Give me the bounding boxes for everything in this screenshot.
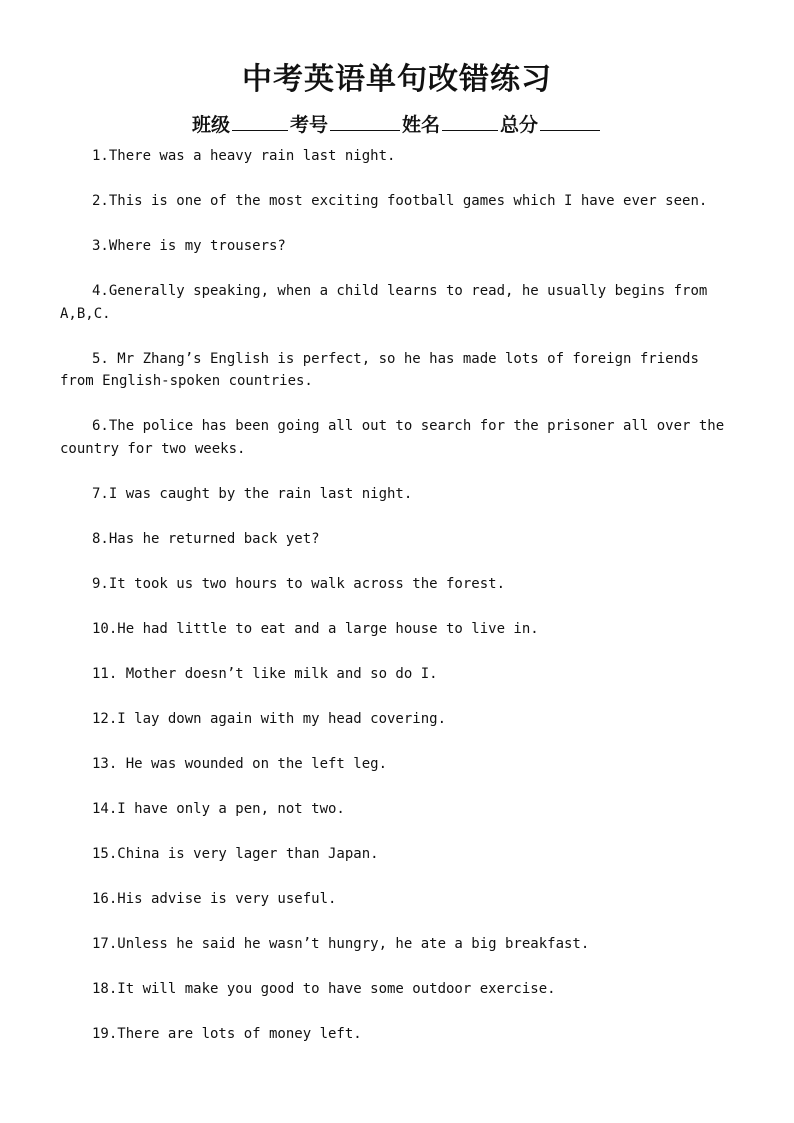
exercise-item: 6.The police has been going all out to search for the prisoner all over the country for two weeks.	[60, 418, 725, 457]
exercise-item: 9.It took us two hours to walk across the forest.	[92, 575, 506, 592]
exercise-item: 11. Mother doesn’t like milk and so do I.	[92, 665, 438, 682]
exercise-item: 8.Has he returned back yet?	[92, 530, 320, 547]
exercise-item: 10.He had little to eat and a large house to live in.	[92, 620, 539, 637]
score-blank	[540, 112, 600, 131]
exercise-item: 3.Where is my trousers?	[92, 238, 286, 254]
name-blank	[442, 112, 498, 131]
score-label: 总分	[500, 114, 539, 136]
exercise-item: 2.This is one of the most exciting football games which I have ever seen.	[92, 193, 708, 209]
exercise-item: 14.I have only a pen, not two.	[92, 800, 345, 817]
exercise-item: 18.It will make you good to have some outdoor exercise.	[92, 980, 556, 997]
exercise-item: 4.Generally speaking, when a child learns to read, he usually begins from A,B,C.	[60, 283, 708, 322]
name-field	[402, 112, 500, 138]
exercise-item: 13. He was wounded on the left leg.	[92, 755, 388, 772]
exercise-item: 15.China is very lager than Japan.	[92, 845, 379, 862]
page-title: 中考英语单句改错练习	[242, 62, 552, 97]
exercise-item: 16.His advise is very useful.	[92, 890, 337, 907]
exercise-item: 19.There are lots of money left.	[92, 1025, 362, 1042]
student-info-line	[0, 112, 794, 138]
number-field	[290, 112, 402, 138]
number-label: 考号	[289, 114, 328, 136]
exercise-list	[60, 145, 740, 1068]
exercise-item: 5. Mr Zhang’s English is perfect, so he has made lots of foreign friends from English-spoken countries.	[60, 350, 699, 389]
class-field	[192, 112, 290, 138]
score-field	[500, 112, 602, 138]
exercise-item: 12.I lay down again with my head covering.	[92, 710, 447, 727]
number-blank	[330, 112, 400, 131]
class-label: 班级	[191, 114, 230, 136]
exercise-item: 7.I was caught by the rain last night.	[92, 485, 413, 502]
name-label: 姓名	[402, 114, 441, 136]
class-blank	[232, 112, 288, 131]
exercise-item: 1.There was a heavy rain last night.	[92, 148, 396, 164]
exercise-item: 17.Unless he said he wasn’t hungry, he ate a big breakfast.	[92, 935, 590, 952]
